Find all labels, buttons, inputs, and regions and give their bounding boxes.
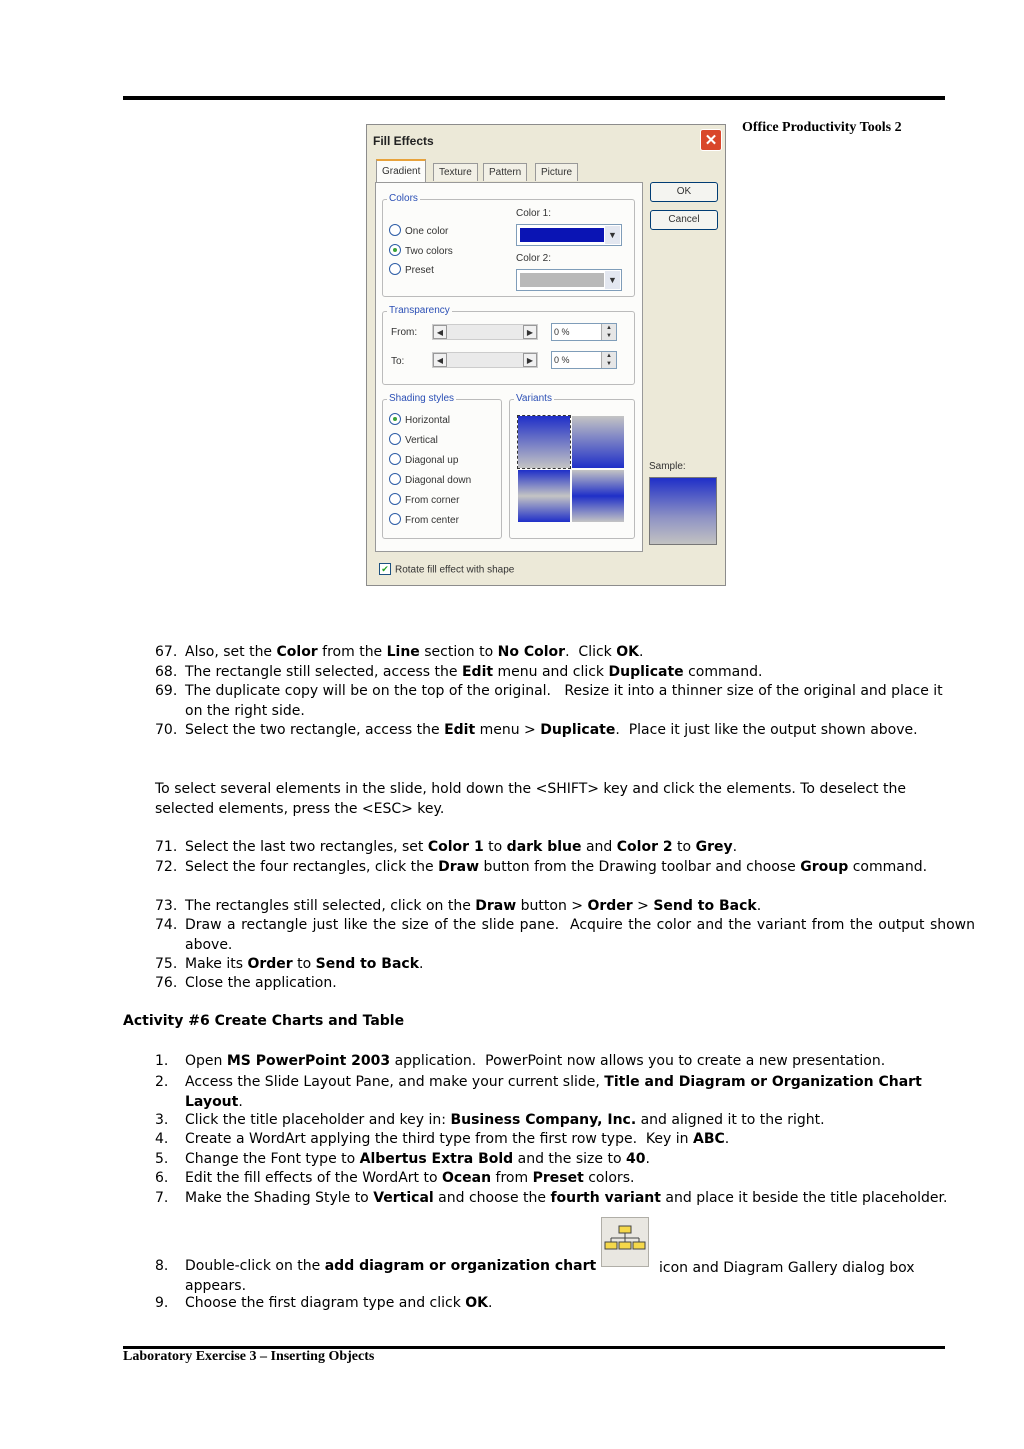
list-item bbox=[155, 1257, 945, 1296]
radio-one-color[interactable] bbox=[389, 225, 448, 239]
list-item bbox=[155, 1189, 962, 1209]
item-text: The rectangle still selected, access the Edit menu and click Duplicate command. bbox=[185, 664, 763, 680]
item-number: 70. bbox=[155, 722, 178, 738]
ok-button[interactable]: OK bbox=[650, 182, 718, 202]
item-text-after bbox=[659, 1259, 915, 1279]
variant-4[interactable] bbox=[572, 470, 624, 522]
radio-icon bbox=[389, 473, 401, 485]
list-item bbox=[155, 1130, 945, 1150]
item-text-after-second: appears. bbox=[185, 1277, 247, 1294]
footer-title: Laboratory Exercise 3 – Inserting Objects bbox=[123, 1349, 375, 1364]
radio-from-center[interactable] bbox=[389, 514, 459, 528]
tab-texture[interactable]: Texture bbox=[433, 163, 478, 181]
list-item bbox=[155, 974, 945, 994]
item-text: Create a WordArt applying the third type from the first row type. Key in ABC. bbox=[185, 1131, 730, 1147]
from-value: 0 % bbox=[554, 327, 570, 337]
to-value: 0 % bbox=[554, 355, 570, 365]
item-number: 5. bbox=[155, 1151, 169, 1167]
radio-label: From center bbox=[405, 515, 459, 526]
color2-swatch bbox=[520, 273, 604, 287]
tab-picture[interactable]: Picture bbox=[535, 163, 578, 181]
item-number: 67. bbox=[155, 644, 178, 660]
right-arrow-icon[interactable]: ▶ bbox=[523, 325, 537, 339]
item-number: 8. bbox=[155, 1258, 169, 1274]
color2-select[interactable] bbox=[516, 269, 622, 291]
item-number: 4. bbox=[155, 1131, 169, 1147]
radio-label: Vertical bbox=[405, 435, 438, 446]
item-number: 2. bbox=[155, 1074, 169, 1090]
shading-group-label: Shading styles bbox=[389, 393, 455, 404]
item-number: 9. bbox=[155, 1295, 169, 1311]
radio-selected-icon bbox=[389, 413, 401, 425]
variant-3[interactable] bbox=[518, 470, 570, 522]
left-arrow-icon[interactable]: ◀ bbox=[433, 325, 447, 339]
note-paragraph: To select several elements in the slide, hold down the <SHIFT> key and click the elements. To deselect the selected elements, press the <ESC> key. bbox=[155, 781, 906, 817]
item-number: 71. bbox=[155, 839, 178, 855]
list-item bbox=[155, 897, 945, 917]
to-label: To: bbox=[391, 356, 405, 367]
from-label: From: bbox=[391, 327, 418, 338]
color2-label: Color 2: bbox=[516, 253, 552, 264]
dialog-title: Fill Effects bbox=[373, 134, 434, 148]
color1-swatch bbox=[520, 228, 604, 242]
radio-label: Diagonal up bbox=[405, 455, 459, 466]
item-text: The rectangles still selected, click on the Draw button > Order > Send to Back. bbox=[185, 898, 762, 914]
chevron-down-icon: ▼ bbox=[605, 271, 620, 289]
radio-label: Diagonal down bbox=[405, 475, 472, 486]
radio-from-corner[interactable] bbox=[389, 494, 459, 508]
activity-heading: Activity #6 Create Charts and Table bbox=[123, 1013, 405, 1029]
radio-icon bbox=[389, 433, 401, 445]
item-text: Make the Shading Style to Vertical and choose the fourth variant and place it beside the title placeholder. bbox=[185, 1190, 948, 1206]
colors-group-label: Colors bbox=[389, 193, 418, 204]
rotate-checkbox[interactable] bbox=[379, 564, 514, 576]
item-number: 69. bbox=[155, 683, 178, 699]
right-arrow-icon[interactable]: ▶ bbox=[523, 353, 537, 367]
radio-label: From corner bbox=[405, 495, 460, 506]
radio-label: Horizontal bbox=[405, 415, 451, 426]
tab-pattern[interactable]: Pattern bbox=[483, 163, 527, 181]
radio-icon bbox=[389, 263, 401, 275]
radio-label: Two colors bbox=[405, 246, 453, 257]
radio-vertical[interactable] bbox=[389, 434, 438, 448]
spinner-icon[interactable]: ▲ ▼ bbox=[601, 324, 616, 340]
list-item bbox=[155, 721, 971, 741]
radio-label: Preset bbox=[405, 265, 434, 276]
item-text-bold: add diagram or organization chart bbox=[324, 1258, 597, 1274]
item-number: 76. bbox=[155, 975, 178, 991]
color1-select[interactable] bbox=[516, 224, 622, 246]
item-number: 74. bbox=[155, 917, 178, 933]
list-item bbox=[155, 682, 945, 721]
item-text: Edit the fill effects of the WordArt to Ocean from Preset colors. bbox=[185, 1170, 635, 1186]
item-text bbox=[185, 1257, 945, 1296]
chevron-down-icon: ▼ bbox=[605, 226, 620, 244]
list-item bbox=[155, 1052, 945, 1072]
item-text: Also, set the Color from the Line section to No Color. Click OK. bbox=[185, 644, 644, 660]
radio-icon bbox=[389, 493, 401, 505]
rotate-label: Rotate fill effect with shape bbox=[395, 564, 515, 576]
item-text: The duplicate copy will be on the top of the original. Resize it into a thinner size of the original and place it on the right side. bbox=[185, 683, 943, 719]
tab-gradient[interactable]: Gradient bbox=[376, 159, 426, 183]
spinner-icon[interactable]: ▲ ▼ bbox=[601, 352, 616, 368]
radio-two-colors[interactable] bbox=[389, 245, 453, 259]
item-text: Make its Order to Send to Back. bbox=[185, 956, 424, 972]
item-number: 75. bbox=[155, 956, 178, 972]
sample-label: Sample: bbox=[649, 461, 686, 472]
item-number: 6. bbox=[155, 1170, 169, 1186]
gradient-panel bbox=[375, 182, 643, 552]
color1-label: Color 1: bbox=[516, 208, 552, 219]
radio-icon bbox=[389, 513, 401, 525]
item-text: Click the title placeholder and key in: Business Company, Inc. and aligned it to the right. bbox=[185, 1112, 825, 1128]
item-number: 3. bbox=[155, 1112, 169, 1128]
header-rule bbox=[123, 96, 945, 100]
list-item bbox=[155, 663, 945, 683]
item-text: Open MS PowerPoint 2003 application. PowerPoint now allows you to create a new presentation. bbox=[185, 1053, 886, 1069]
list-item bbox=[155, 1169, 945, 1189]
transparency-group-label: Transparency bbox=[389, 305, 450, 316]
to-slider[interactable] bbox=[432, 352, 538, 368]
to-value-input[interactable] bbox=[551, 351, 617, 369]
item-text: Change the Font type to Albertus Extra Bold and the size to 40. bbox=[185, 1151, 650, 1167]
item-text: Choose the first diagram type and click OK. bbox=[185, 1295, 493, 1311]
item-number: 73. bbox=[155, 898, 178, 914]
colors-group bbox=[382, 193, 635, 297]
radio-selected-icon bbox=[389, 244, 401, 256]
list-item bbox=[155, 955, 945, 975]
radio-label: One color bbox=[405, 226, 449, 237]
transparency-group bbox=[382, 305, 635, 385]
item-text-after-first: icon and Diagram Gallery dialog box bbox=[659, 1260, 915, 1276]
list-item bbox=[155, 643, 945, 663]
item-number: 68. bbox=[155, 664, 178, 680]
radio-icon bbox=[389, 453, 401, 465]
radio-diagonal-up[interactable] bbox=[389, 454, 458, 468]
item-text-before: Double-click on the bbox=[185, 1258, 325, 1274]
item-text: Select the four rectangles, click the Draw button from the Drawing toolbar and choose Group command. bbox=[185, 859, 928, 875]
left-arrow-icon[interactable]: ◀ bbox=[433, 353, 447, 367]
checkmark-icon: ✔ bbox=[379, 563, 391, 575]
radio-icon bbox=[389, 224, 401, 236]
variants-group bbox=[509, 393, 635, 539]
organization-chart-icon bbox=[601, 1217, 649, 1267]
item-text: Select the two rectangle, access the Edit menu > Duplicate. Place it just like the output shown above. bbox=[185, 722, 918, 738]
radio-horizontal[interactable] bbox=[389, 414, 450, 428]
shading-styles-group bbox=[382, 393, 502, 539]
list-item bbox=[155, 1073, 960, 1112]
list-item bbox=[155, 916, 975, 955]
from-value-input[interactable] bbox=[551, 323, 617, 341]
list-item bbox=[155, 1111, 945, 1131]
radio-diagonal-down[interactable] bbox=[389, 474, 471, 488]
item-number: 72. bbox=[155, 859, 178, 875]
item-number: 7. bbox=[155, 1190, 169, 1206]
list-item bbox=[155, 1150, 945, 1170]
fill-effects-dialog bbox=[366, 124, 726, 586]
radio-preset[interactable] bbox=[389, 264, 434, 278]
list-item bbox=[155, 838, 945, 858]
sample-preview bbox=[649, 477, 717, 545]
variant-1[interactable] bbox=[518, 416, 570, 468]
item-text: Access the Slide Layout Pane, and make your current slide, Title and Diagram or Organization Chart Layout. bbox=[185, 1074, 922, 1110]
item-number: 1. bbox=[155, 1053, 169, 1069]
item-text: Draw a rectangle just like the size of the slide pane. Acquire the color and the variant from the output shown above. bbox=[185, 917, 975, 953]
list-item bbox=[155, 858, 952, 878]
from-slider[interactable] bbox=[432, 324, 538, 340]
close-icon[interactable]: ✕ bbox=[700, 129, 722, 151]
cancel-button[interactable]: Cancel bbox=[650, 210, 718, 230]
item-text: Select the last two rectangles, set Color 1 to dark blue and Color 2 to Grey. bbox=[185, 839, 738, 855]
item-text: Close the application. bbox=[185, 975, 337, 991]
header-title: Office Productivity Tools 2 bbox=[742, 120, 902, 135]
variant-2[interactable] bbox=[572, 416, 624, 468]
variants-group-label: Variants bbox=[516, 393, 552, 404]
list-item bbox=[155, 1294, 945, 1314]
